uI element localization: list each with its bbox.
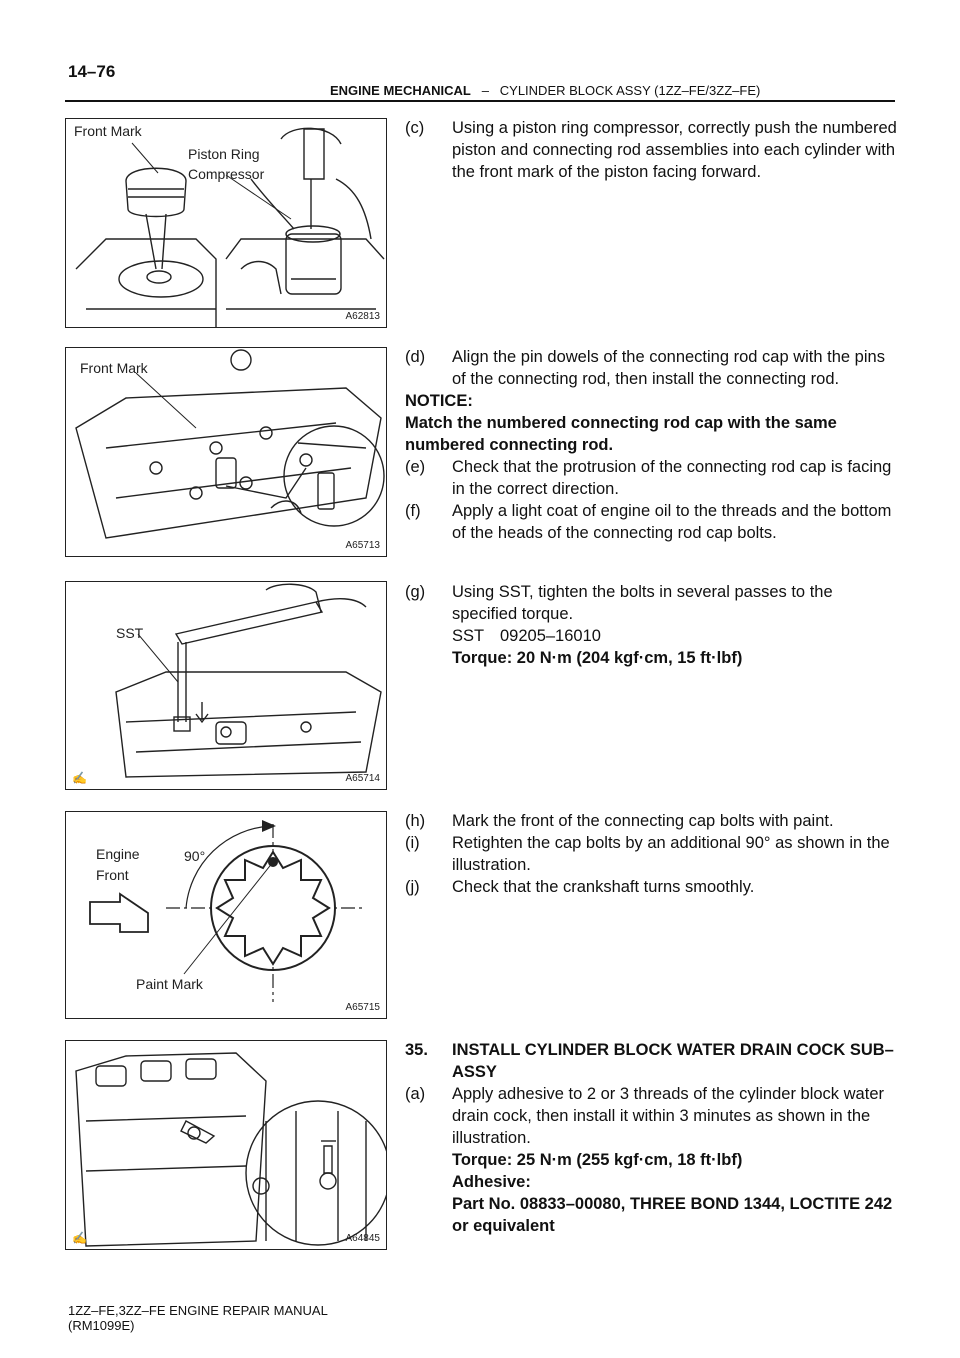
notice-text: Match the numbered connecting rod cap with the same numbered connecting rod. bbox=[405, 414, 837, 454]
header-section: ENGINE MECHANICAL bbox=[330, 83, 471, 98]
label-sst: SST bbox=[116, 625, 144, 641]
step-c-text: Using a piston ring compressor, correctly push the numbered piston and connecting rod assemblies into each cylinder with the front mark of the piston facing forward. bbox=[452, 119, 897, 181]
figure-drain-cock bbox=[65, 1040, 387, 1250]
connecting-rod-illustration bbox=[66, 348, 386, 556]
step-f-label: (f) bbox=[405, 502, 421, 520]
label-engine: Engine bbox=[96, 846, 140, 862]
figure-id: A65713 bbox=[345, 540, 380, 551]
page-header bbox=[330, 83, 760, 98]
step-a-text: Apply adhesive to 2 or 3 threads of the cylinder block water drain cock, then install it within 3 minutes as shown in the illustration. bbox=[452, 1085, 884, 1147]
step-i-label: (i) bbox=[405, 834, 420, 852]
step-h-text: Mark the front of the connecting cap bolts with paint. bbox=[452, 812, 834, 830]
step-h bbox=[405, 810, 897, 832]
step-g-label: (g) bbox=[405, 583, 426, 601]
header-title: CYLINDER BLOCK ASSY (1ZZ–FE/3ZZ–FE) bbox=[499, 83, 761, 98]
step-j-label: (j) bbox=[405, 878, 420, 896]
label-paint-mark: Paint Mark bbox=[136, 976, 203, 992]
step-g-block bbox=[405, 581, 897, 669]
step-35 bbox=[405, 1039, 897, 1083]
step-35-text: INSTALL CYLINDER BLOCK WATER DRAIN COCK SUB–ASSY bbox=[452, 1041, 894, 1081]
pen-icon: ✍ bbox=[72, 1231, 87, 1245]
sst-line bbox=[405, 625, 897, 647]
step-c bbox=[405, 117, 897, 183]
label-front: Front bbox=[96, 867, 129, 883]
torque-a: Torque: 25 N·m (255 kgf·cm, 18 ft·lbf) bbox=[452, 1151, 743, 1169]
adhesive-title: Adhesive: bbox=[452, 1173, 531, 1191]
label-compressor: Compressor bbox=[188, 166, 265, 182]
sst-label: SST bbox=[452, 627, 485, 645]
page-number: 14–76 bbox=[68, 62, 116, 81]
label-front-mark: Front Mark bbox=[80, 360, 148, 376]
figure-id: A62813 bbox=[345, 311, 380, 322]
step-d-f-block bbox=[405, 346, 897, 544]
label-piston-ring: Piston Ring bbox=[188, 146, 260, 162]
header-rule bbox=[65, 100, 895, 102]
paint-mark-illustration bbox=[66, 812, 386, 1018]
adhesive-text: Part No. 08833–00080, THREE BOND 1344, LOCTITE 242 or equivalent bbox=[452, 1195, 893, 1235]
step-g bbox=[405, 581, 897, 625]
step-e-text: Check that the protrusion of the connecting rod cap is facing in the correct direction. bbox=[452, 458, 892, 498]
step-j bbox=[405, 876, 897, 898]
sst-tighten-illustration bbox=[66, 582, 386, 789]
figure-piston-install bbox=[65, 118, 387, 328]
pen-icon: ✍ bbox=[72, 771, 87, 785]
header-separator: – bbox=[481, 83, 489, 98]
step-j-text: Check that the crankshaft turns smoothly. bbox=[452, 878, 755, 896]
step-e-label: (e) bbox=[405, 458, 426, 476]
drain-cock-illustration bbox=[66, 1041, 386, 1249]
step-c-label: (c) bbox=[405, 119, 425, 137]
step-f bbox=[405, 500, 897, 544]
label-angle: 90° bbox=[184, 848, 206, 864]
footer-code: (RM1099E) bbox=[68, 1318, 135, 1333]
step-h-j-block bbox=[405, 810, 897, 898]
step-i-text: Retighten the cap bolts by an additional 90° as shown in the illustration. bbox=[452, 834, 890, 874]
figure-id: A65715 bbox=[345, 1002, 380, 1013]
step-f-text: Apply a light coat of engine oil to the threads and the bottom of the heads of the connecting rod cap bolts. bbox=[452, 502, 892, 542]
torque-g: Torque: 20 N·m (204 kgf·cm, 15 ft·lbf) bbox=[452, 649, 743, 667]
label-front-mark: Front Mark bbox=[74, 123, 142, 139]
step-a bbox=[405, 1083, 897, 1149]
sst-number: 09205–16010 bbox=[500, 627, 601, 645]
step-g-text: Using SST, tighten the bolts in several passes to the specified torque. bbox=[452, 583, 833, 623]
step-35-block bbox=[405, 1039, 897, 1237]
step-d-text: Align the pin dowels of the connecting rod cap with the pins of the connecting rod, then install the connecting rod. bbox=[452, 348, 885, 388]
figure-id: A64845 bbox=[345, 1233, 380, 1244]
step-35-label: 35. bbox=[405, 1041, 428, 1059]
figure-connecting-rod bbox=[65, 347, 387, 557]
step-e bbox=[405, 456, 897, 500]
figure-id: A65714 bbox=[345, 773, 380, 784]
page-footer bbox=[68, 1303, 328, 1333]
footer-manual: 1ZZ–FE,3ZZ–FE ENGINE REPAIR MANUAL bbox=[68, 1303, 328, 1318]
step-i bbox=[405, 832, 897, 876]
step-d bbox=[405, 346, 897, 390]
step-c-block bbox=[405, 117, 897, 183]
step-h-label: (h) bbox=[405, 812, 426, 830]
figure-sst-tighten bbox=[65, 581, 387, 790]
notice-title: NOTICE: bbox=[405, 392, 473, 410]
step-a-label: (a) bbox=[405, 1085, 426, 1103]
step-d-label: (d) bbox=[405, 348, 426, 366]
figure-paint-mark bbox=[65, 811, 387, 1019]
